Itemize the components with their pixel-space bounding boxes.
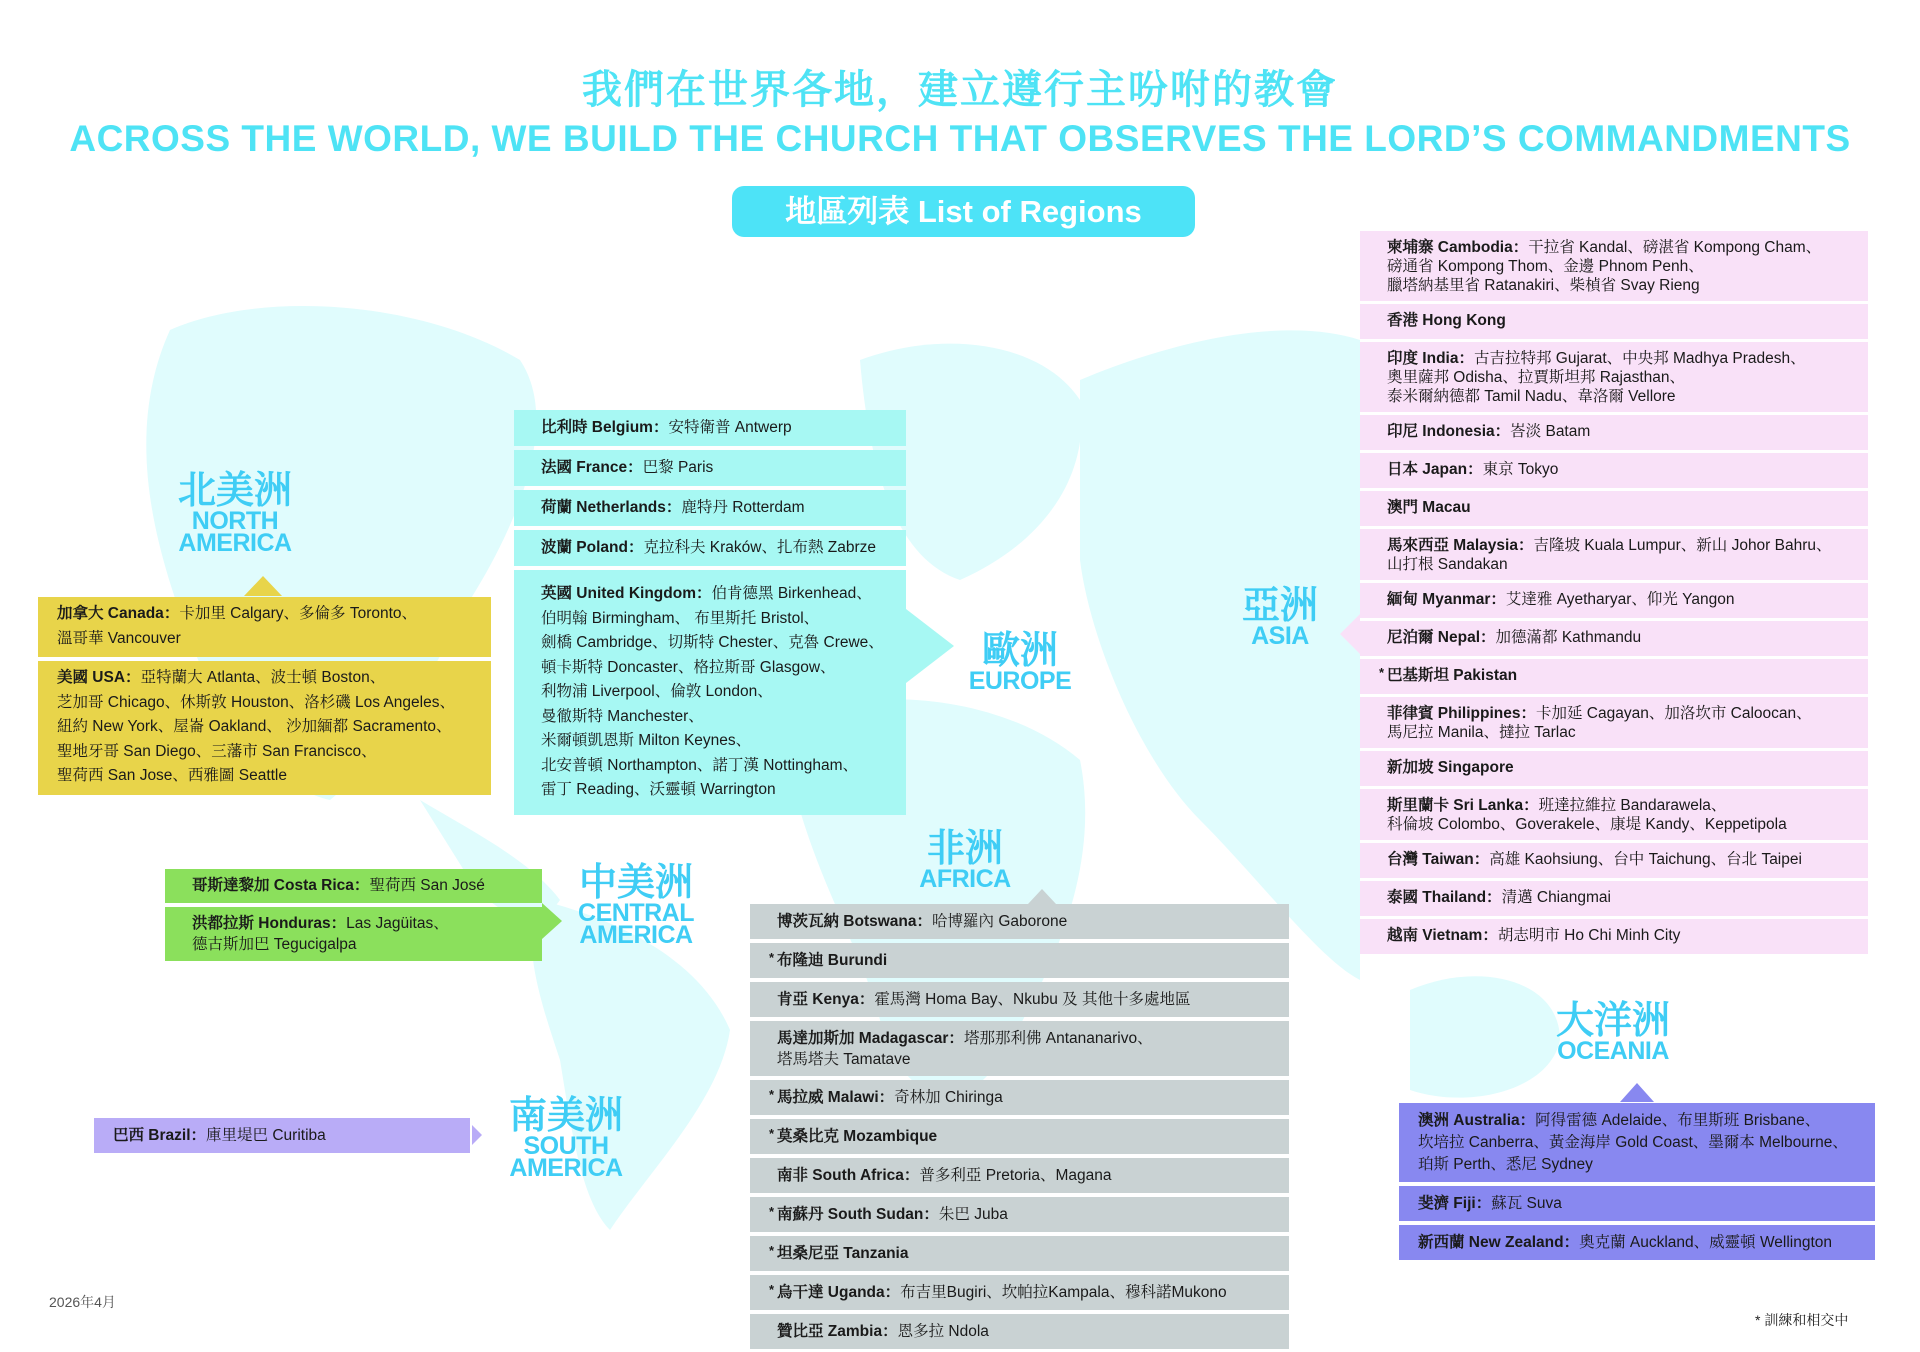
country-name: 新加坡 Singapore — [1387, 759, 1514, 776]
country-entry: 巴西 Brazil：庫里堤巴 Curitiba — [94, 1118, 470, 1153]
city-list: 北安普頓 Northampton、諾丁漢 Nottingham、 — [541, 756, 858, 774]
city-list: 泰米爾納德都 Tamil Nadu、韋洛爾 Vellore — [1387, 388, 1676, 405]
country-name: 菲律賓 Philippines — [1387, 705, 1521, 722]
city-list: 塔馬塔夫 Tamatave — [777, 1051, 911, 1068]
country-entry: 緬甸 Myanmar：艾達雅 Ayetharyar、仰光 Yangon — [1360, 583, 1868, 618]
country-entry: 洪都拉斯 Honduras：Las Jagüitas、 德古斯加巴 Tegucigalpa — [165, 907, 542, 961]
country-entry: 法國 France：巴黎 Paris — [514, 450, 906, 486]
city-list: 芝加哥 Chicago、休斯敦 Houston、洛杉磯 Los Angeles、 — [57, 693, 455, 711]
city-list: 阿得雷德 Adelaide、布里斯班 Brisbane、 — [1535, 1112, 1821, 1129]
region-label-zh: 中美洲 — [578, 860, 693, 904]
country-entry — [1360, 751, 1868, 786]
city-list: 米爾頓凱恩斯 Milton Keynes、 — [541, 732, 752, 749]
region-label-en: EUROPE — [968, 667, 1072, 695]
city-list: 曼徹斯特 Manchester、 — [541, 707, 704, 725]
country-entry: 南非 South Africa：普多利亞 Pretoria、Magana — [750, 1158, 1289, 1193]
country-entry: 波蘭 Poland：克拉科夫 Kraków、扎布熱 Zabrze — [514, 530, 906, 566]
country-name: 越南 Vietnam — [1387, 927, 1483, 944]
country-name: 日本 Japan — [1387, 461, 1468, 478]
country-entry: 越南 Vietnam：胡志明市 Ho Chi Minh City — [1360, 919, 1868, 954]
city-list: 溫哥華 Vancouver — [57, 629, 181, 647]
city-list: 臘塔納基里省 Ratanakiri、柴楨省 Svay Rieng — [1387, 277, 1700, 294]
country-name: 泰國 Thailand — [1387, 889, 1487, 906]
country-entry: 新西蘭 New Zealand：奧克蘭 Auckland、威靈頓 Wellington — [1399, 1225, 1875, 1260]
south-america-list — [94, 1118, 470, 1153]
country-name: 馬來西亞 Malaysia — [1387, 537, 1518, 554]
city-list: 卡加延 Cagayan、加洛坎市 Caloocan、 — [1536, 705, 1812, 722]
city-list: 霍馬灣 Homa Bay、Nkubu 及 其他十多處地區 — [874, 991, 1191, 1008]
in-training-marker: * — [769, 1126, 775, 1141]
in-training-marker: * — [1379, 665, 1385, 680]
country-name: 布隆迪 Burundi — [777, 952, 888, 969]
region-label-oceania — [1540, 998, 1686, 1065]
city-list: 聖荷西 San José — [369, 877, 485, 894]
city-list: 加德滿都 Kathmandu — [1495, 629, 1642, 646]
city-list: 鹿特丹 Rotterdam — [681, 499, 805, 516]
city-list: 高雄 Kaohsiung、台中 Taichung、台北 Taipei — [1489, 851, 1802, 868]
oceania-pointer — [1620, 1083, 1654, 1102]
city-list: 馬尼拉 Manila、撻拉 Tarlac — [1387, 724, 1576, 741]
country-name: 尼泊爾 Nepal — [1387, 629, 1481, 646]
country-entry: 博茨瓦納 Botswana：哈博羅內 Gaborone — [750, 904, 1289, 939]
country-entry: 馬達加斯加 Madagascar：塔那那利佛 Antananarivo、 塔馬塔夫 Tamatave — [750, 1021, 1289, 1076]
country-name: 台灣 Taiwan — [1387, 851, 1474, 868]
country-entry: * 南蘇丹 South Sudan：朱巴 Juba — [750, 1197, 1289, 1232]
country-name: 斐濟 Fiji — [1418, 1195, 1476, 1212]
country-name: 坦桑尼亞 Tanzania — [777, 1245, 909, 1262]
country-entry: 泰國 Thailand：清邁 Chiangmai — [1360, 881, 1868, 916]
country-name: 法國 France — [541, 459, 628, 476]
city-list: 哈博羅內 Gaborone — [932, 913, 1068, 930]
asia-landmass — [1080, 330, 1360, 980]
city-list: 克拉科夫 Kraków、扎布熱 Zabrze — [643, 539, 877, 556]
city-list: 雷丁 Reading、沃靈頓 Warrington — [541, 781, 776, 798]
country-entry — [750, 1119, 1289, 1154]
country-entry — [750, 943, 1289, 978]
region-label-en: SOUTH — [523, 1132, 609, 1160]
city-list: 布吉里Bugiri、坎帕拉Kampala、穆科諾Mukono — [900, 1284, 1227, 1301]
region-label-zh: 南美洲 — [508, 1093, 623, 1137]
city-list: 巴黎 Paris — [642, 459, 714, 476]
north-america-pointer — [244, 576, 282, 596]
city-list: 頓卡斯特 Doncaster、格拉斯哥 Glasgow、 — [541, 658, 836, 676]
country-name: 比利時 Belgium — [541, 419, 653, 436]
city-list: 奇林加 Chiringa — [894, 1089, 1003, 1106]
city-list: 普多利亞 Pretoria、Magana — [919, 1167, 1112, 1184]
country-name: 印度 India — [1387, 350, 1459, 367]
country-name: 哥斯達黎加 Costa Rica — [192, 877, 354, 894]
country-name: 香港 Hong Kong — [1387, 312, 1506, 329]
city-list: 紐約 New York、屋崙 Oakland、 沙加緬都 Sacramento、 — [57, 718, 452, 735]
city-list: 奧克蘭 Auckland、威靈頓 Wellington — [1579, 1234, 1833, 1251]
country-entry: 印度 India：古吉拉特邦 Gujarat、中央邦 Madhya Pradesh、 奧里薩邦 Odisha、拉賈斯坦邦 Rajasthan、 泰米爾納德都 Tamil Nadu、韋洛爾 Vellore — [1360, 342, 1868, 412]
country-name: 波蘭 Poland — [541, 539, 628, 556]
country-entry: 馬來西亞 Malaysia：吉隆坡 Kuala Lumpur、新山 Johor Bahru、 山打根 Sandakan — [1360, 529, 1868, 580]
city-list: 吉隆坡 Kuala Lumpur、新山 Johor Bahru、 — [1533, 537, 1832, 554]
city-list: 卡加里 Calgary、多倫多 Toronto、 — [179, 605, 418, 622]
title-chinese: 我們在世界各地，建立遵行主吩咐的教會 — [582, 68, 1338, 112]
city-list: 德古斯加巴 Tegucigalpa — [192, 936, 357, 953]
region-label-zh: 非洲 — [926, 826, 1003, 870]
city-list: 干拉省 Kandal、磅湛省 Kompong Cham、 — [1528, 239, 1822, 256]
city-list: 亞特蘭大 Atlanta、波士頓 Boston、 — [140, 669, 386, 686]
country-name: 荷蘭 Netherlands — [541, 499, 666, 516]
city-list: 艾達雅 Ayetharyar、仰光 Yangon — [1505, 591, 1735, 608]
city-list: 庫里堤巴 Curitiba — [206, 1127, 326, 1144]
country-entry: 肯亞 Kenya：霍馬灣 Homa Bay、Nkubu 及 其他十多處地區 — [750, 982, 1289, 1017]
country-name: 印尼 Indonesia — [1387, 423, 1495, 440]
country-entry — [1360, 491, 1868, 526]
in-training-marker: * — [769, 950, 775, 965]
city-list: 山打根 Sandakan — [1387, 556, 1508, 573]
country-name: 博茨瓦納 Botswana — [777, 913, 917, 930]
region-label-en: AMERICA — [178, 529, 292, 557]
country-entry: 哥斯達黎加 Costa Rica：聖荷西 San José — [165, 869, 542, 903]
region-label-en: ASIA — [1251, 622, 1309, 650]
europe-pointer — [906, 609, 954, 683]
city-list: 坎培拉 Canberra、黃金海岸 Gold Coast、墨爾本 Melbourne、 — [1418, 1134, 1848, 1151]
country-entry: 印尼 Indonesia：峇淡 Batam — [1360, 415, 1868, 450]
region-label-south-america — [496, 1093, 636, 1182]
country-name: 贊比亞 Zambia — [777, 1323, 883, 1340]
country-name: 巴西 Brazil — [113, 1127, 191, 1144]
in-training-marker: * — [769, 1282, 775, 1297]
city-list: 蘇瓦 Suva — [1491, 1195, 1562, 1212]
country-entry — [750, 1236, 1289, 1271]
title-english: ACROSS THE WORLD, WE BUILD THE CHURCH THAT OBSERVES THE LORD’S COMMANDMENTS — [69, 118, 1851, 159]
region-label-asia — [1210, 583, 1350, 650]
city-list: 珀斯 Perth、悉尼 Sydney — [1418, 1156, 1593, 1173]
region-label-zh: 北美洲 — [177, 468, 292, 512]
region-label-zh: 歐洲 — [981, 628, 1058, 672]
city-list: 伯肯德黑 Birkenhead、 — [711, 585, 872, 602]
country-entry: 贊比亞 Zambia：恩多拉 Ndola — [750, 1314, 1289, 1349]
country-entry — [1360, 659, 1868, 694]
city-list: 班達拉維拉 Bandarawela、 — [1538, 797, 1727, 814]
region-label-en: OCEANIA — [1557, 1037, 1669, 1065]
region-label-en: AMERICA — [579, 921, 693, 949]
country-name: 澳門 Macau — [1387, 499, 1471, 516]
country-name: 莫桑比克 Mozambique — [777, 1128, 938, 1145]
australia-landmass — [1410, 976, 1560, 1097]
city-list: 聖地牙哥 San Diego、三藩市 San Francisco、 — [57, 742, 377, 760]
city-list: 古吉拉特邦 Gujarat、中央邦 Madhya Pradesh、 — [1474, 350, 1806, 367]
country-name: 加拿大 Canada — [57, 605, 164, 622]
asia-list — [1360, 231, 1868, 954]
country-entry: 斐濟 Fiji：蘇瓦 Suva — [1399, 1186, 1875, 1221]
city-list: 清邁 Chiangmai — [1501, 889, 1611, 906]
south-america-pointer — [472, 1125, 482, 1145]
country-name: 斯里蘭卡 Sri Lanka — [1387, 797, 1524, 814]
region-label-zh: 亞洲 — [1241, 583, 1318, 627]
city-list: 伯明翰 Birmingham、 布里斯托 Bristol、 — [541, 609, 820, 627]
footnote: * 訓練和相交中 — [1755, 1312, 1849, 1328]
region-label-central-america — [566, 860, 706, 949]
country-entry: 台灣 Taiwan：高雄 Kaohsiung、台中 Taichung、台北 Taipei — [1360, 843, 1868, 878]
country-name: 巴基斯坦 Pakistan — [1387, 667, 1518, 684]
region-label-europe — [950, 628, 1090, 695]
city-list: 東京 Tokyo — [1482, 461, 1559, 478]
country-entry: * 烏干達 Uganda：布吉里Bugiri、坎帕拉Kampala、穆科諾Mukono — [750, 1275, 1289, 1310]
country-name: 澳洲 Australia — [1418, 1112, 1520, 1129]
country-entry: 菲律賓 Philippines：卡加延 Cagayan、加洛坎市 Caloocan、 馬尼拉 Manila、撻拉 Tarlac — [1360, 697, 1868, 748]
list-of-regions-heading: 地區列表 List of Regions — [732, 186, 1195, 237]
country-entry: 斯里蘭卡 Sri Lanka：班達拉維拉 Bandarawela、 科倫坡 Colombo、Goverakele、康堤 Kandy、Keppetipola — [1360, 789, 1868, 840]
city-list: 安特衛普 Antwerp — [668, 419, 792, 436]
country-entry: 柬埔寨 Cambodia：干拉省 Kandal、磅湛省 Kompong Cham、 磅通省 Kompong Thom、金邊 Phnom Penh、 臘塔納基里省 Ratanakiri、柴楨省 Svay Rieng — [1360, 231, 1868, 301]
central-america-list — [165, 869, 542, 961]
country-entry: 加拿大 Canada：卡加里 Calgary、多倫多 Toronto、 溫哥華 Vancouver — [38, 597, 491, 657]
country-entry: 日本 Japan：東京 Tokyo — [1360, 453, 1868, 488]
country-name: 柬埔寨 Cambodia — [1387, 239, 1513, 256]
in-training-marker: * — [769, 1204, 775, 1219]
region-label-en: CENTRAL — [578, 899, 694, 927]
africa-list — [750, 904, 1289, 1349]
central-america-pointer — [542, 903, 562, 939]
city-list: 聖荷西 San Jose、西雅圖 Seattle — [57, 767, 287, 784]
oceania-list — [1399, 1103, 1875, 1260]
country-entry: 比利時 Belgium：安特衛普 Antwerp — [514, 410, 906, 446]
city-list: 胡志明市 Ho Chi Minh City — [1497, 927, 1681, 944]
city-list: 塔那那利佛 Antananarivo、 — [963, 1030, 1153, 1047]
city-list: 恩多拉 Ndola — [897, 1323, 989, 1340]
country-name: 南蘇丹 South Sudan — [777, 1206, 924, 1223]
country-entry: 澳洲 Australia：阿得雷德 Adelaide、布里斯班 Brisbane、 坎培拉 Canberra、黃金海岸 Gold Coast、墨爾本 Melbourne、 珀斯 Perth、悉尼 Sydney — [1399, 1103, 1875, 1182]
city-list: 磅通省 Kompong Thom、金邊 Phnom Penh、 — [1387, 258, 1704, 275]
city-list: 科倫坡 Colombo、Goverakele、康堤 Kandy、Keppetipola — [1387, 816, 1787, 833]
country-entry: 美國 USA：亞特蘭大 Atlanta、波士頓 Boston、 芝加哥 Chicago、休斯敦 Houston、洛杉磯 Los Angeles、 紐約 New York、屋崙 Oakland、 沙加緬都 Sacramento、 聖地牙哥 San Diego、三藩市 San Francisco、 聖荷西 San Jose、西雅圖 Seattle — [38, 661, 491, 795]
city-list: 劍橋 Cambridge、切斯特 Chester、克魯 Crewe、 — [541, 634, 884, 651]
region-label-africa — [895, 826, 1035, 893]
region-label-zh: 大洋洲 — [1555, 998, 1670, 1042]
country-entry: * 馬拉威 Malawi：奇林加 Chiringa — [750, 1080, 1289, 1115]
country-name: 英國 United Kingdom — [541, 585, 696, 602]
region-label-en: AMERICA — [509, 1154, 623, 1182]
country-name: 美國 USA — [57, 669, 126, 686]
city-list: 峇淡 Batam — [1510, 423, 1591, 440]
in-training-marker: * — [769, 1087, 775, 1102]
date-label: 2026年4月 — [49, 1294, 116, 1310]
country-entry: 英國 United Kingdom：伯肯德黑 Birkenhead、 伯明翰 Birmingham、 布里斯托 Bristol、 劍橋 Cambridge、切斯特 Chester、克魯 Crewe、 頓卡斯特 Doncaster、格拉斯哥 Glasgow、 利物浦 Liverpool、倫敦 London、 曼徹斯特 Manchester、 米爾頓凱恩斯 Milton Keynes、 北安普頓 Northampton、諾丁漢 Nottingham、 雷丁 Reading、沃靈頓 Warrington — [514, 570, 906, 815]
country-name: 南非 South Africa — [777, 1167, 904, 1184]
country-name: 肯亞 Kenya — [777, 991, 859, 1008]
country-name: 洪都拉斯 Honduras — [192, 915, 331, 932]
region-label-en: AFRICA — [919, 865, 1011, 893]
country-name: 烏干達 Uganda — [777, 1284, 885, 1301]
city-list: 利物浦 Liverpool、倫敦 London、 — [541, 683, 773, 700]
africa-pointer — [1028, 889, 1056, 904]
country-entry: 荷蘭 Netherlands：鹿特丹 Rotterdam — [514, 490, 906, 526]
region-label-north-america — [160, 468, 310, 557]
country-entry — [1360, 304, 1868, 339]
country-name: 馬拉威 Malawi — [777, 1089, 879, 1106]
country-entry: 尼泊爾 Nepal：加德滿都 Kathmandu — [1360, 621, 1868, 656]
country-name: 緬甸 Myanmar — [1387, 591, 1491, 608]
city-list: 奧里薩邦 Odisha、拉賈斯坦邦 Rajasthan、 — [1387, 369, 1686, 386]
city-list: Las Jagüitas、 — [346, 915, 449, 932]
country-name: 新西蘭 New Zealand — [1418, 1234, 1564, 1251]
region-label-en: NORTH — [191, 507, 279, 535]
city-list: 朱巴 Juba — [938, 1206, 1008, 1223]
country-name: 馬達加斯加 Madagascar — [777, 1030, 949, 1047]
in-training-marker: * — [769, 1243, 775, 1258]
europe-list — [514, 410, 906, 815]
north-america-list — [38, 597, 491, 795]
